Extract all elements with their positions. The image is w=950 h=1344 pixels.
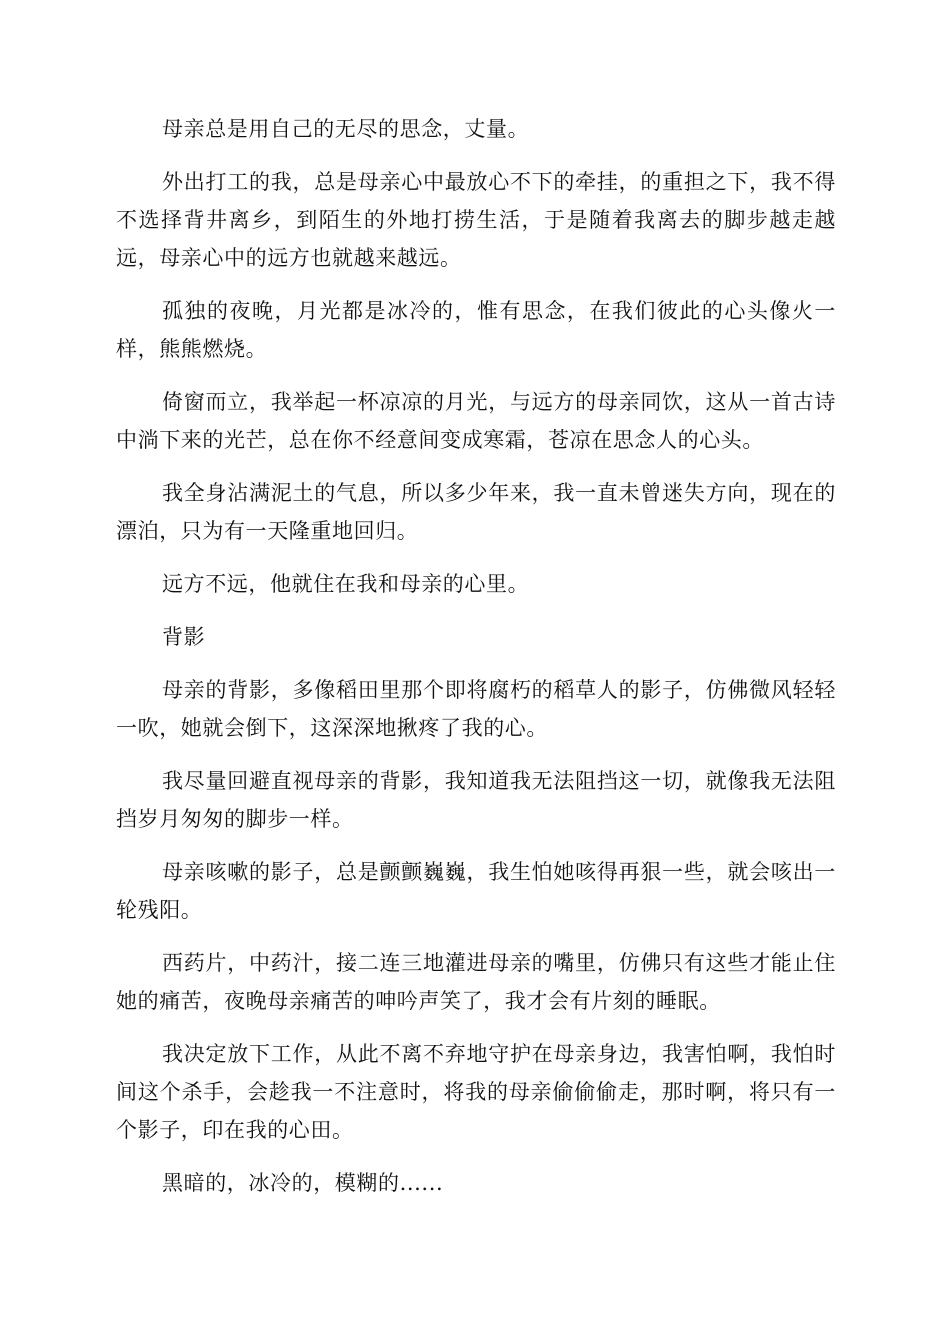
paragraph: 我全身沾满泥土的气息，所以多少年来，我一直未曾迷失方向，现在的漂泊，只为有一天隆重地回归。 — [116, 481, 836, 543]
paragraph: 西药片，中药汁，接二连三地灌进母亲的嘴里，仿佛只有这些才能止住她的痛苦，夜晚母亲痛苦的呻吟声笑了，我才会有片刻的睡眠。 — [116, 951, 836, 1013]
paragraph: 母亲的背影，多像稻田里那个即将腐朽的稻草人的影子，仿佛微风轻轻一吹，她就会倒下，这深深地揪疼了我的心。 — [116, 678, 836, 740]
paragraph: 我决定放下工作，从此不离不弃地守护在母亲身边，我害怕啊，我怕时间这个杀手，会趁我一不注意时，将我的母亲偷偷偷走，那时啊，将只有一个影子，印在我的心田。 — [116, 1042, 836, 1142]
paragraph: 我尽量回避直视母亲的背影，我知道我无法阻挡这一切，就像我无法阻挡岁月匆匆的脚步一样。 — [116, 769, 836, 831]
paragraph: 母亲咳嗽的影子，总是颤颤巍巍，我生怕她咳得再狠一些，就会咳出一轮残阳。 — [116, 860, 836, 922]
paragraph: 母亲总是用自己的无尽的思念，丈量。 — [162, 117, 530, 141]
paragraph: 远方不远，他就住在我和母亲的心里。 — [162, 572, 530, 596]
document-body — [116, 110, 836, 1217]
paragraph: 倚窗而立，我举起一杯凉凉的月光，与远方的母亲同饮，这从一首古诗中淌下来的光芒，总在你不经意间变成寒霜，苍凉在思念人的心头。 — [116, 390, 836, 452]
paragraph: 孤独的夜晚，月光都是冰冷的，惟有思念，在我们彼此的心头像火一样，熊熊燃烧。 — [116, 299, 836, 361]
paragraph: 黑暗的，冰冷的，模糊的...... — [162, 1171, 444, 1195]
section-heading: 背影 — [162, 625, 206, 649]
paragraph: 外出打工的我，总是母亲心中最放心不下的牵挂，的重担之下，我不得不选择背井离乡，到陌生的外地打捞生活，于是随着我离去的脚步越走越远，母亲心中的远方也就越来越远。 — [116, 170, 836, 270]
